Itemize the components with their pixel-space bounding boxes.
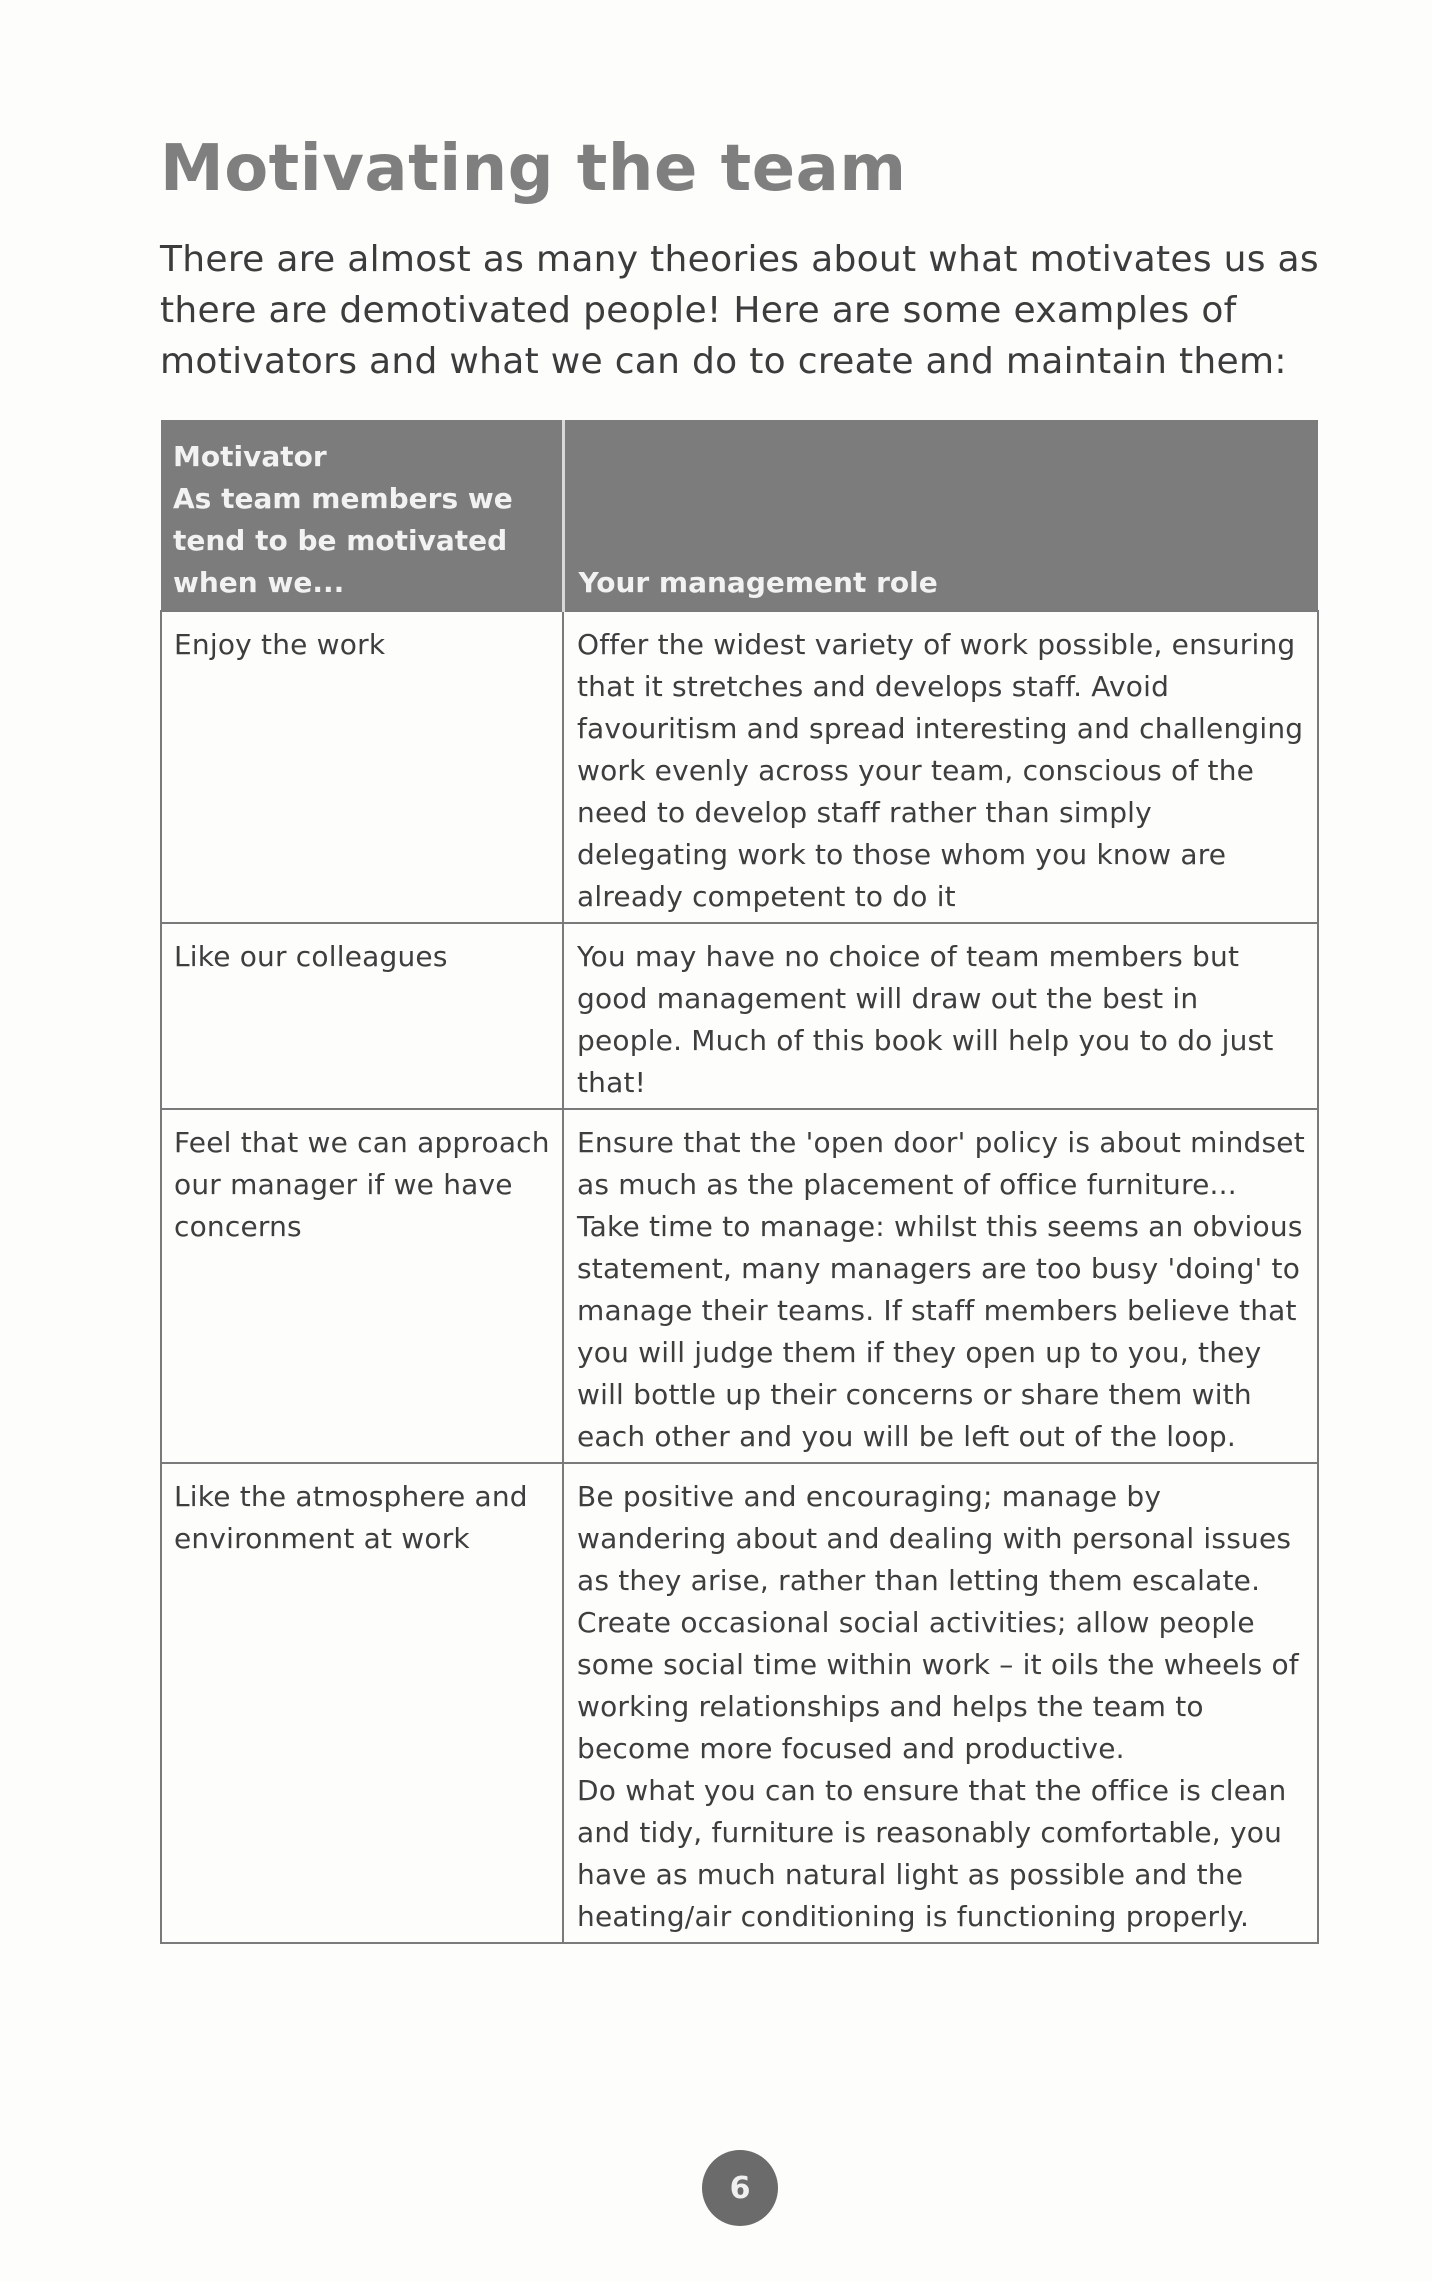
header-motivator-line: tend to be motivated: [173, 524, 508, 557]
header-motivator-line: As team members we: [173, 482, 513, 515]
role-cell: [563, 611, 1318, 923]
role-paragraph: Ensure that the 'open door' policy is about mindset as much as the placement of office furniture...: [577, 1126, 1305, 1201]
role-paragraph: Take time to manage: whilst this seems an obvious statement, many managers are too busy 'doing' to manage their teams. If staff members believe that you will judge them if they open up to you, they will bottle up their concerns or share them with each other and you will be left out of the loop.: [577, 1210, 1303, 1453]
motivators-table: [160, 420, 1319, 1944]
header-motivator: [161, 420, 563, 611]
header-management-role: [563, 420, 1318, 611]
role-cell: [563, 1109, 1318, 1463]
header-role-label: Your management role: [578, 566, 938, 599]
header-motivator-line: when we...: [173, 566, 345, 599]
table-row: [161, 1109, 1318, 1463]
table-row: [161, 923, 1318, 1109]
motivator-cell: Like the atmosphere and environment at work: [161, 1463, 563, 1943]
role-paragraph: You may have no choice of team members but good management will draw out the best in people. Much of this book will help you to do just that!: [577, 940, 1274, 1099]
motivator-cell: Like our colleagues: [161, 923, 563, 1109]
page-number-badge: 6: [702, 2150, 778, 2226]
table-header-row: [161, 420, 1318, 611]
motivator-cell: Enjoy the work: [161, 611, 563, 923]
role-paragraph: Be positive and encouraging; manage by wandering about and dealing with personal issues as they arise, rather than letting them escalate. Create occasional social activities; allow people some social time within work – it oils the wheels of working relationships and helps the team to become more focused and productive.: [577, 1480, 1299, 1765]
table-row: [161, 1463, 1318, 1943]
role-paragraph: Offer the widest variety of work possible, ensuring that it stretches and develops staff. Avoid favouritism and spread interesting and challenging work evenly across your team, conscious of the need to develop staff rather than simply delegating work to those whom you know are already competent to do it: [577, 628, 1304, 913]
motivator-cell: Feel that we can approach our manager if we have concerns: [161, 1109, 563, 1463]
header-motivator-line: Motivator: [173, 440, 327, 473]
intro-paragraph: There are almost as many theories about what motivates us as there are demotivated people! Here are some examples of motivators and what we can do to create and maintain them:: [160, 239, 1319, 382]
role-cell: [563, 1463, 1318, 1943]
role-paragraph: Do what you can to ensure that the office is clean and tidy, furniture is reasonably comfortable, you have as much natural light as possible and the heating/air conditioning is functioning properly.: [577, 1774, 1287, 1933]
role-cell: [563, 923, 1318, 1109]
table-row: [161, 611, 1318, 923]
page-title: Motivating the team: [160, 132, 907, 206]
